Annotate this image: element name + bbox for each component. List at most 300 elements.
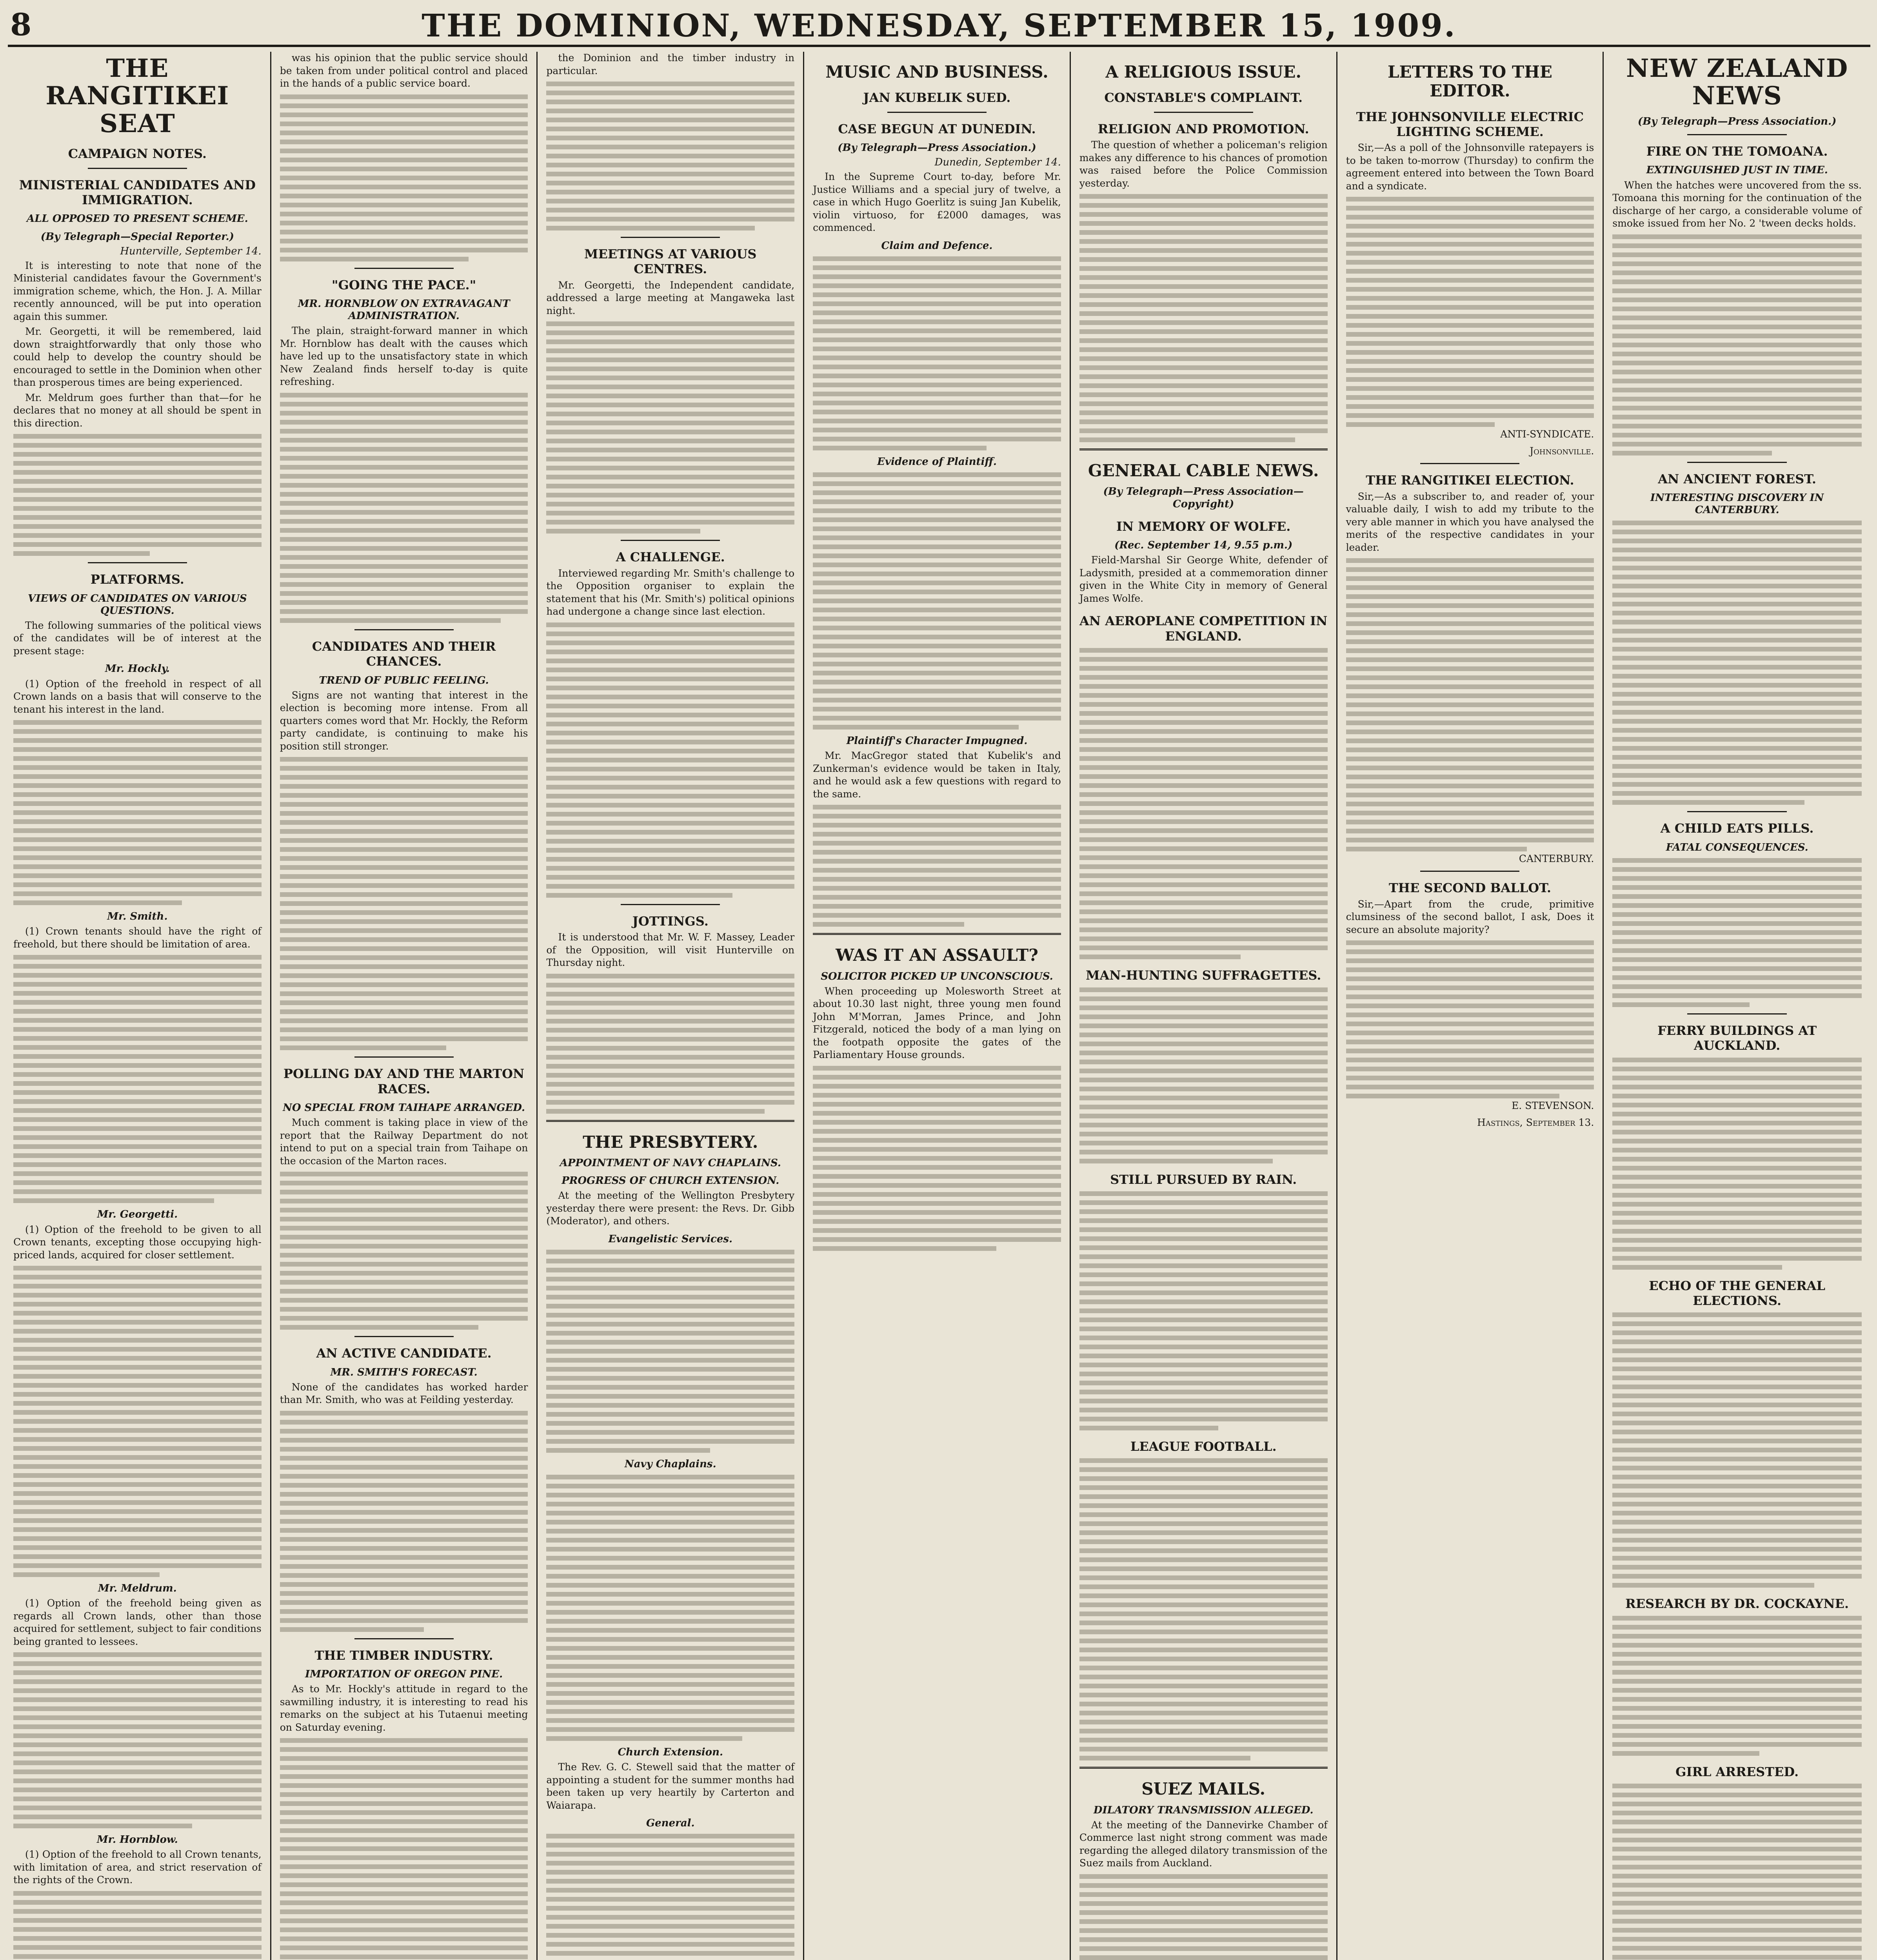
text-line [1346, 748, 1594, 752]
text-line [813, 472, 1061, 477]
text-line [1612, 1202, 1862, 1207]
text-line [1079, 1684, 1328, 1688]
text-line [1079, 1946, 1328, 1951]
text-line [13, 1918, 262, 1923]
text-line [1612, 791, 1862, 796]
text-line [280, 1546, 528, 1551]
text-line [546, 1028, 794, 1033]
text-line [1346, 314, 1594, 319]
text-line [1612, 1229, 1862, 1234]
text-line [1079, 1417, 1328, 1421]
text-line [1612, 548, 1862, 552]
letter-signature: E. STEVENSON. [1512, 1100, 1594, 1112]
text-line [280, 1537, 528, 1542]
text-line [1346, 603, 1594, 608]
text-line [13, 1688, 262, 1693]
text-line [1079, 927, 1328, 932]
text-line [13, 1572, 160, 1577]
text-line [813, 617, 1061, 621]
text-line [546, 1403, 794, 1408]
text-line [546, 348, 794, 353]
text-line [1079, 1530, 1328, 1535]
text-line [1346, 739, 1594, 743]
text-line [546, 493, 794, 497]
text-line [280, 1765, 528, 1770]
paragraph: Field-Marshal Sir George White, defender of Ladysmith, presided at a commemoration dinner given in the White City in memory of General James Wolfe. [1079, 554, 1328, 604]
text-line [813, 913, 1061, 918]
text-line [1612, 912, 1862, 917]
text-line [1079, 1548, 1328, 1553]
text-line [546, 1475, 794, 1479]
text-line [13, 1482, 262, 1487]
text-line [546, 1915, 794, 1920]
text-line [1079, 1602, 1328, 1607]
candidate-name: Mr. Smith. [107, 911, 168, 923]
text-line [1612, 1430, 1862, 1434]
text-line [1612, 1688, 1862, 1693]
text-line [1079, 1078, 1328, 1082]
text-line [13, 452, 262, 457]
text-line [1079, 987, 1328, 992]
text-line [1612, 1679, 1862, 1684]
text-line [1346, 585, 1594, 590]
text-line [813, 698, 1061, 702]
text-line [1612, 1058, 1862, 1062]
text-line [1612, 1094, 1862, 1098]
text-line [13, 1266, 262, 1270]
text-line [1079, 1218, 1328, 1223]
text-line [546, 484, 794, 488]
text-line [546, 893, 732, 898]
subhead: IN MEMORY OF WOLFE. [1116, 519, 1291, 534]
text-line [13, 1464, 262, 1469]
text-line [1346, 829, 1594, 833]
text-line [13, 1180, 262, 1185]
text-line [1079, 419, 1328, 424]
text-line [1079, 711, 1328, 716]
text-line [1612, 1937, 1862, 1942]
text-line [1612, 1793, 1862, 1797]
text-line [1612, 1865, 1862, 1869]
column-1 [8, 52, 271, 1960]
text-line [13, 1365, 262, 1370]
section-heading: RESEARCH BY DR. COCKAYNE. [1625, 1596, 1849, 1612]
text-filler [13, 955, 262, 1203]
text-line [280, 1792, 528, 1797]
text-line [546, 1073, 794, 1078]
subhead: CASE BEGUN AT DUNEDIN. [838, 121, 1036, 136]
text-filler [813, 1066, 1061, 1251]
text-line [13, 1198, 214, 1203]
text-line [1346, 359, 1594, 364]
text-line [813, 599, 1061, 603]
text-line [1079, 248, 1328, 253]
text-filler [1079, 1458, 1328, 1760]
text-line [546, 1556, 794, 1561]
text-line [813, 671, 1061, 675]
text-line [546, 1511, 794, 1515]
text-line [546, 1933, 794, 1938]
paragraph: When the hatches were uncovered from the ss. Tomoana this morning for the continuation of the discharge of her cargo, a considerable volume of smoke issued from her No. 2 'tween decks holds. [1612, 179, 1862, 229]
paragraph: (1) Option of the freehold to be given to all Crown tenants, excepting those occupying high-priced lands, acquired for closer settlement. [13, 1223, 262, 1261]
text-line [546, 740, 794, 744]
text-filler [1612, 521, 1862, 805]
text-line [546, 1340, 794, 1345]
text-line [813, 499, 1061, 504]
text-line [1612, 270, 1862, 275]
text-line [813, 707, 1061, 711]
section-heading: A CHALLENGE. [616, 550, 725, 565]
text-line [13, 1302, 262, 1307]
text-line [13, 1081, 262, 1086]
text-line [280, 1927, 528, 1932]
letter-place: Hastings, September 13. [1477, 1117, 1594, 1129]
text-line [280, 955, 528, 960]
text-line [1079, 383, 1328, 388]
text-line [280, 793, 528, 798]
text-line [546, 1448, 710, 1453]
text-line [1612, 1130, 1862, 1134]
text-line [1079, 702, 1328, 707]
text-line [1612, 1661, 1862, 1666]
text-line [813, 1156, 1061, 1161]
text-line [1346, 976, 1594, 981]
text-line [13, 774, 262, 779]
text-line [1612, 975, 1862, 980]
text-line [813, 1111, 1061, 1116]
text-line [1079, 428, 1328, 433]
subhead: STILL PURSUED BY RAIN. [1110, 1172, 1297, 1187]
dateline: Hunterville, September 14. [120, 245, 262, 257]
text-line [13, 1824, 192, 1828]
text-line [546, 731, 794, 735]
text-line [1346, 233, 1594, 238]
text-filler [1079, 1191, 1328, 1430]
paragraph: (1) Crown tenants should have the right of freehold, but there should be limitation of area. [13, 926, 262, 950]
text-line [546, 475, 794, 479]
text-line [1612, 710, 1862, 715]
text-line [813, 608, 1061, 612]
text-line [1079, 1114, 1328, 1118]
text-line [280, 1855, 528, 1860]
masthead [8, 5, 1870, 47]
text-line [1079, 936, 1328, 941]
text-line [1346, 666, 1594, 671]
text-line [13, 1126, 262, 1131]
text-line [1079, 1033, 1328, 1037]
text-line [13, 819, 262, 824]
section-heading: THE PRESBYTERY. [583, 1132, 758, 1152]
text-line [1079, 1702, 1328, 1706]
text-line [546, 1055, 794, 1060]
text-line [546, 1601, 794, 1606]
text-line [280, 766, 528, 771]
text-line [1079, 828, 1328, 833]
text-line [1079, 1521, 1328, 1526]
text-line [13, 1909, 262, 1914]
text-line [546, 776, 794, 780]
text-line [1079, 293, 1328, 298]
text-line [280, 829, 528, 834]
text-line [546, 1673, 794, 1678]
text-line [546, 1001, 794, 1005]
text-line [1612, 433, 1862, 437]
text-line [1612, 719, 1862, 724]
letter-signature: CANTERBURY. [1519, 853, 1594, 865]
text-line [13, 900, 182, 905]
text-line [13, 1144, 262, 1149]
text-line [1612, 1883, 1862, 1887]
text-line [1346, 404, 1594, 409]
text-line [546, 1628, 794, 1633]
text-line [1612, 279, 1862, 284]
subhead: SOLICITOR PICKED UP UNCONSCIOUS. [821, 970, 1053, 982]
text-line [1612, 325, 1862, 329]
divider [1154, 112, 1253, 113]
text-line [813, 626, 1061, 630]
text-line [280, 1555, 528, 1560]
text-line [813, 1246, 996, 1251]
text-line [1079, 1458, 1328, 1463]
divider [1079, 448, 1328, 450]
text-line [1079, 1372, 1328, 1376]
text-line [280, 447, 528, 452]
text-line [813, 310, 1061, 315]
text-filler [1612, 234, 1862, 456]
text-line [1079, 356, 1328, 361]
divider [354, 629, 454, 630]
text-line [13, 1724, 262, 1729]
text-line [1346, 386, 1594, 391]
text-line [280, 1756, 528, 1761]
text-line [1612, 773, 1862, 778]
text-line [1079, 1883, 1328, 1888]
text-line [13, 1491, 262, 1496]
text-line [280, 946, 528, 951]
text-line [1346, 1076, 1594, 1080]
text-line [546, 686, 794, 690]
text-line [280, 1208, 528, 1212]
text-line [1612, 1928, 1862, 1933]
text-line [1612, 575, 1862, 579]
columns [8, 52, 1870, 1960]
text-line [546, 785, 794, 789]
subhead: MR. HORNBLOW ON EXTRAVAGANT ADMINISTRATION. [298, 298, 510, 322]
text-line [13, 1090, 262, 1095]
text-line [1346, 711, 1594, 716]
text-line [13, 1045, 262, 1050]
subhead: DILATORY TRANSMISSION ALLEGED. [1093, 1804, 1314, 1816]
text-line [13, 533, 262, 538]
text-line [13, 497, 262, 502]
text-line [546, 1906, 794, 1911]
text-line [280, 928, 528, 933]
text-line [1612, 1811, 1862, 1815]
text-line [813, 428, 1061, 432]
text-line [13, 1320, 262, 1325]
text-line [13, 1797, 262, 1801]
text-line [13, 1027, 262, 1032]
text-line [1079, 284, 1328, 289]
text-line [1346, 558, 1594, 563]
text-line [546, 339, 794, 344]
text-line [546, 1304, 794, 1308]
paragraph: Much comment is taking place in view of the report that the Railway Department do not intend to put on a special train from Taihape on the occasion of the Marton races. [280, 1117, 528, 1167]
text-line [1612, 557, 1862, 561]
text-filler [1079, 987, 1328, 1163]
text-line [813, 895, 1061, 900]
text-line [13, 1410, 262, 1415]
text-line [1079, 756, 1328, 761]
text-line [1346, 811, 1594, 815]
text-line [546, 1394, 794, 1399]
text-line [280, 1244, 528, 1249]
text-line [813, 832, 1061, 837]
text-line [813, 805, 1061, 809]
text-line [280, 519, 528, 524]
subhead: Church Extension. [618, 1746, 723, 1759]
text-line [546, 839, 794, 844]
text-line [1079, 1363, 1328, 1367]
text-line [280, 456, 528, 461]
text-line [546, 803, 794, 808]
text-line [13, 1936, 262, 1941]
text-line [1346, 657, 1594, 662]
text-line [280, 194, 528, 198]
text-line [280, 1846, 528, 1851]
text-line [1346, 1058, 1594, 1062]
text-line [13, 747, 262, 752]
text-line [546, 1082, 794, 1087]
text-line [1079, 1928, 1328, 1933]
text-line [13, 1099, 262, 1104]
text-line [1612, 539, 1862, 543]
text-line [13, 515, 262, 520]
text-line [546, 641, 794, 645]
text-line [280, 1600, 528, 1605]
text-line [546, 385, 794, 389]
text-line [1612, 665, 1862, 670]
text-line [1612, 921, 1862, 926]
text-line [280, 203, 528, 207]
headline-rangitikei: THE RANGITIKEI SEAT [45, 54, 229, 138]
text-line [13, 1900, 262, 1905]
text-line [280, 892, 528, 897]
text-line [1612, 1946, 1862, 1951]
text-line [13, 1437, 262, 1442]
text-line [1079, 1042, 1328, 1046]
text-line [1079, 1937, 1328, 1942]
text-line [546, 208, 794, 212]
text-line [1346, 242, 1594, 247]
text-line [1612, 1403, 1862, 1407]
text-line [13, 1162, 262, 1167]
text-line [1346, 820, 1594, 824]
text-line [546, 622, 794, 627]
text-line [1612, 1820, 1862, 1824]
text-filler [546, 321, 794, 534]
divider [1687, 1013, 1787, 1014]
text-line [546, 190, 794, 194]
text-line [1612, 1466, 1862, 1470]
text-line [13, 973, 262, 978]
text-line [280, 438, 528, 443]
text-line [1612, 1670, 1862, 1675]
text-line [1612, 1067, 1862, 1071]
candidate-name: Mr. Hornblow. [96, 1834, 178, 1846]
text-line [813, 319, 1061, 324]
text-line [280, 901, 528, 906]
text-line [1079, 1666, 1328, 1670]
text-line [280, 991, 528, 996]
text-line [546, 181, 794, 185]
text-line [546, 154, 794, 158]
section-heading: JOTTINGS. [632, 913, 709, 929]
text-line [1346, 1031, 1594, 1035]
text-line [13, 542, 262, 547]
paragraph: Sir,—As a poll of the Johnsonville ratepayers is to be taken to-morrow (Thursday) to confirm the agreement entered into between the Town Board and a syndicate. [1346, 142, 1594, 192]
section-heading: AN ACTIVE CANDIDATE. [316, 1346, 492, 1361]
text-line [13, 1554, 262, 1559]
text-line [1612, 388, 1862, 392]
text-line [280, 564, 528, 569]
text-line [813, 283, 1061, 288]
text-line [1079, 1051, 1328, 1055]
text-line [280, 847, 528, 852]
text-line [1612, 379, 1862, 383]
text-filler [1612, 1616, 1862, 1756]
text-line [1079, 1512, 1328, 1517]
text-line [280, 1411, 528, 1416]
text-line [1612, 343, 1862, 347]
subhead: Claim and Defence. [881, 240, 993, 252]
text-line [1079, 783, 1328, 788]
text-line [1079, 918, 1328, 923]
text-line [1612, 903, 1862, 908]
text-filler [13, 434, 262, 556]
text-line [13, 982, 262, 987]
text-line [1346, 958, 1594, 963]
subhead: ALL OPPOSED TO PRESENT SCHEME. [27, 213, 248, 225]
subhead: Navy Chaplains. [624, 1458, 716, 1470]
text-line [813, 1183, 1061, 1188]
text-line [1079, 1299, 1328, 1304]
text-line [280, 802, 528, 807]
text-line [1612, 867, 1862, 872]
text-line [280, 811, 528, 816]
text-line [1346, 684, 1594, 689]
text-line [1612, 1439, 1862, 1443]
text-line [546, 1313, 794, 1318]
text-line [1079, 1874, 1328, 1879]
paragraph: As to Mr. Hockly's attitude in regard to the sawmilling industry, it is interesting to read his remarks on the subject at his Tutaenui meeting on Saturday evening. [280, 1683, 528, 1733]
text-line [1079, 1191, 1328, 1196]
byline: (By Telegraph—Press Association—Copyright) [1103, 486, 1304, 510]
text-line [1079, 1584, 1328, 1589]
paragraph: Mr. Meldrum goes further than that—for he declares that no money at all should be spent in this direction. [13, 392, 262, 429]
text-line [1079, 1675, 1328, 1679]
text-line [280, 1289, 528, 1294]
text-filler [13, 1652, 262, 1828]
text-line [546, 1942, 794, 1947]
text-line [13, 1751, 262, 1756]
text-line [546, 1727, 794, 1732]
text-line [1079, 1503, 1328, 1508]
text-line [813, 1219, 1061, 1224]
text-line [546, 1502, 794, 1506]
text-line [546, 695, 794, 699]
text-line [1612, 1919, 1862, 1924]
